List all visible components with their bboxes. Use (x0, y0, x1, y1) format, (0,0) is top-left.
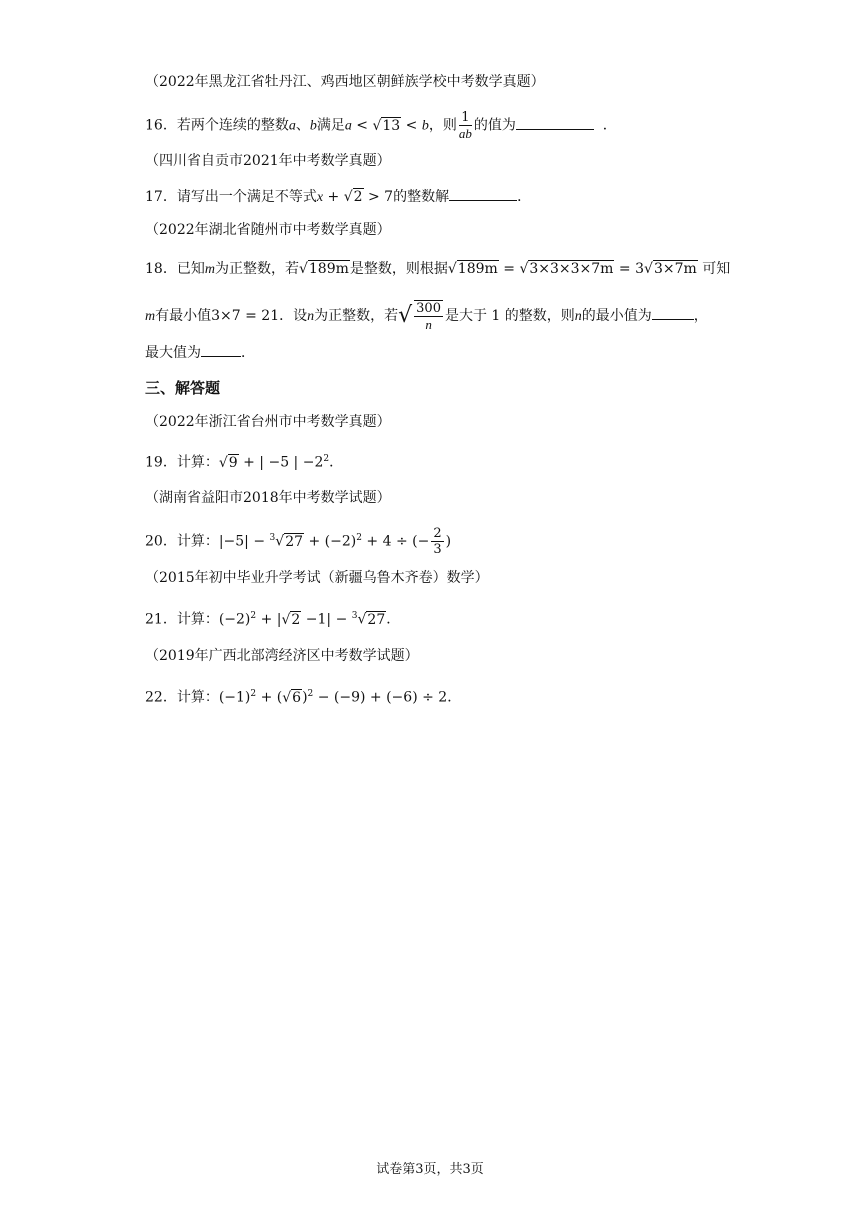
radicand: 6 (292, 689, 302, 706)
question-22 (145, 684, 740, 708)
var-x: x (316, 190, 324, 205)
sqrt-expression: √3×7m (644, 261, 697, 277)
denominator: 3 (433, 542, 442, 557)
var-m: m (204, 262, 215, 277)
question-text: ，则 (428, 117, 457, 134)
question-20 (145, 526, 740, 557)
question-text: 请写出一个满足不等式 (176, 189, 317, 205)
exponent: 2 (250, 689, 257, 699)
math-expression: (−2) (218, 611, 251, 628)
operator: > 7 (363, 189, 394, 205)
radicand: 3×3×3×7m (529, 261, 614, 277)
question-number: 22． (145, 689, 177, 706)
sqrt-expression: √189m (447, 261, 498, 277)
section-title: 三、解答题 (145, 379, 221, 397)
question-text: 的最小值为 (581, 308, 652, 324)
math-expression: ) (302, 689, 308, 706)
question-number: 16． (145, 117, 177, 134)
var-a: a (288, 118, 296, 134)
root-index: 3 (351, 611, 358, 621)
math-expression: 3×7 = 21 (211, 308, 280, 324)
question-label: 计算： (176, 611, 219, 628)
question-text: 已知 (176, 261, 205, 277)
source-note: （四川省自贡市2021年中考数学真题） (145, 153, 391, 169)
radicand: 189m (308, 261, 349, 277)
question-21 (145, 606, 740, 630)
question-text: 可知 (702, 261, 731, 277)
radicand: 27 (285, 533, 304, 550)
question-17 (145, 186, 740, 208)
math-expression: + 4 ÷ (− (361, 533, 430, 550)
page-footer: 试卷第3页，共3页 (376, 1162, 484, 1177)
exponent: 2 (307, 689, 314, 699)
root-index: 3 (269, 532, 276, 543)
question-text: ．设 (279, 308, 308, 324)
question-text: 是大于 1 的整数，则 (444, 308, 575, 324)
sqrt-expression: √6 (282, 689, 302, 706)
question-number: 18． (145, 261, 177, 277)
var-b: b (421, 118, 429, 134)
var-m: m (145, 309, 156, 324)
question-text: 为正整数，若 (314, 308, 399, 324)
sqrt-expression: √2 (281, 611, 301, 628)
question-label: 计算： (176, 454, 219, 471)
question-18-line-1 (145, 259, 740, 280)
numerator: 300 (416, 301, 441, 316)
exponent: 2 (356, 532, 362, 543)
answer-blank[interactable] (449, 186, 517, 201)
fraction (431, 526, 443, 557)
question-18-line-2 (145, 300, 740, 332)
question-text: 有最小值 (155, 308, 212, 324)
sqrt-expression: √13 (372, 117, 401, 134)
question-text: 若两个连续的整数 (176, 117, 289, 134)
answer-blank-min[interactable] (652, 305, 694, 320)
question-text: 的整数解 (393, 189, 450, 205)
cube-root-expression: $^3$√27 (351, 611, 386, 628)
question-16 (145, 110, 740, 141)
math-expression: ) (445, 533, 452, 550)
math-expression: + (−2) (304, 533, 357, 550)
math-expression: |−5| − (218, 533, 270, 550)
end-mark: ． (329, 454, 344, 471)
end-mark: ． (447, 689, 462, 706)
radicand: 27 (367, 611, 386, 628)
source-note: （2022年浙江省台州市中考数学真题） (145, 414, 391, 430)
radicand: 3×7m (653, 261, 697, 277)
sqrt-expression: √9 (218, 454, 238, 471)
var-a: a (344, 118, 352, 134)
var-n: n (307, 309, 315, 324)
question-18-line-3 (145, 342, 740, 363)
source-note: （2015年初中毕业升学考试（新疆乌鲁木齐卷）数学） (145, 570, 489, 586)
denominator: n (425, 317, 432, 332)
exponent: 2 (250, 611, 257, 621)
radicand: 9 (228, 454, 238, 471)
question-text: 最大值为 (145, 345, 201, 361)
math-expression: − (−9) + (−6) ÷ 2 (313, 689, 448, 706)
cube-root-expression: $^3$√27 (269, 532, 304, 550)
question-label: 计算： (176, 689, 219, 706)
var-n: n (574, 309, 582, 324)
answer-blank[interactable] (516, 115, 594, 130)
math-expression: −1| − (301, 611, 352, 628)
answer-blank-max[interactable] (201, 342, 241, 357)
math-expression: (−1) (218, 689, 251, 706)
operator: < (351, 117, 373, 134)
source-note: （2019年广西北部湾经济区中考数学试题） (145, 648, 419, 664)
operator: < (401, 117, 422, 134)
source-note: （2022年黑龙江省牡丹江、鸡西地区朝鲜族学校中考数学真题） (145, 74, 545, 90)
fraction (414, 300, 443, 332)
end-mark: ． (602, 117, 617, 134)
sqrt-expression: √2 (343, 189, 363, 205)
question-text: 满足 (316, 117, 345, 134)
question-number: 21． (145, 611, 177, 628)
operator: + (323, 189, 344, 205)
end-mark: ． (386, 611, 401, 628)
operator: = 3 (614, 261, 645, 277)
end-mark: ． (241, 345, 255, 361)
question-19 (145, 449, 740, 473)
sqrt-expression: √189m (298, 261, 349, 277)
question-text: 为正整数，若 (214, 261, 299, 277)
question-text: 的值为 (473, 117, 516, 134)
question-text: 是整数，则根据 (349, 261, 448, 277)
math-expression: + | −5 | −2 (238, 454, 324, 471)
question-label: 计算： (176, 533, 219, 550)
question-number: 20． (145, 533, 177, 550)
var-b: b (309, 118, 317, 134)
source-note: （湖南省益阳市2018年中考数学试题） (145, 490, 391, 506)
radicand: 2 (353, 189, 363, 205)
denominator: ab (458, 126, 472, 141)
end-mark: ． (517, 189, 532, 205)
operator: = (498, 261, 520, 277)
numerator: 1 (461, 110, 470, 125)
math-expression: + | (256, 611, 282, 628)
numerator: 2 (433, 526, 442, 541)
sqrt-expression: √ $\frac{300}{n}$ (398, 301, 441, 332)
radicand: 189m (457, 261, 498, 277)
fraction (459, 110, 472, 141)
source-note: （2022年湖北省随州市中考数学真题） (145, 222, 391, 238)
sqrt-expression: √3×3×3×7m (519, 261, 614, 277)
question-text: ， (693, 308, 708, 324)
radicand: 13 (382, 117, 401, 134)
separator: 、 (295, 117, 310, 134)
question-number: 19． (145, 454, 177, 471)
exponent: 2 (323, 454, 330, 464)
math-expression: + ( (256, 689, 283, 706)
radicand: 2 (291, 611, 301, 628)
question-number: 17． (145, 189, 177, 205)
